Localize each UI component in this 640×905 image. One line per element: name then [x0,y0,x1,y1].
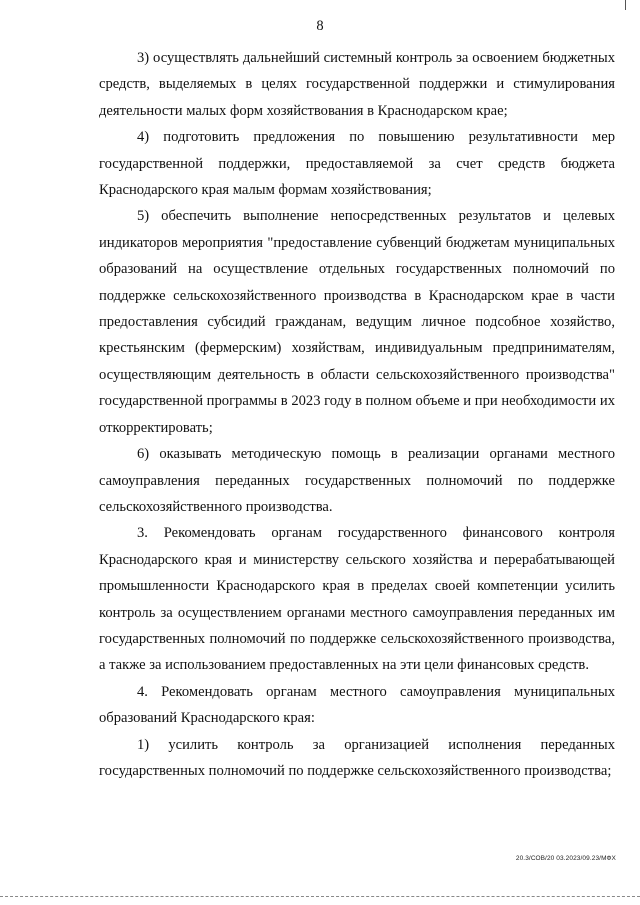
page-number: 8 [316,18,324,34]
document-body [99,45,615,784]
document-footer-code: 20.3/СОВ/20 03.2023/09.23/МФХ [515,855,616,862]
paragraph-item-4-proposals: 4) подготовить предложения по повышению результативности мер государственной поддержки, предоставляемой за счет средств бюджета Краснодарского края малым формам хозяйствования; [99,129,615,199]
paragraph-recommendation-3: 3. Рекомендовать органам государственного финансового контроля Краснодарского края и министерству сельского хозяйства и перерабатывающей промышленности Краснодарского края в пределах своей компетенции усилить контроль за осуществлением органами местного самоуправления переданных им государственных полномочий по поддержке сельскохозяйственного производства, а также за использованием предоставленных на эти цели финансовых средств. [99,525,615,674]
paragraph-recommendation-4: 4. Рекомендовать органам местного самоуправления муниципальных образований Краснодарского края: [99,683,615,727]
paragraph-item-6-methodical-help: 6) оказывать методическую помощь в реализации органами местного самоуправления переданных государственных полномочий по поддержке сельскохозяйственного производства. [99,446,615,515]
page-bottom-divider [0,896,640,897]
paragraph-subitem-1-control: 1) усилить контроль за организацией исполнения переданных государственных полномочий по поддержке сельскохозяйственного производства; [99,736,615,779]
scan-edge-mark [625,0,626,10]
paragraph-item-5-indicators: 5) обеспечить выполнение непосредственных результатов и целевых индикаторов мероприятия "предоставление субвенций бюджетам муниципальных образований на осуществление отдельных государственных полномочий по поддержке сельскохозяйственного производства в Краснодарском крае в части предоставления субсидий гражданам, ведущим личное подсобное хозяйство, крестьянским (фермерским) хозяйствам, индивидуальным предпринимателям, осуществляющим деятельность в области сельскохозяйственного производства" государственной программы в 2023 году в полном объеме и при необходимости их откорректировать; [99,208,615,436]
paragraph-item-3-budget-control: 3) осуществлять дальнейший системный контроль за освоением бюджетных средств, выделяемых в целях государственной поддержки и стимулирования деятельности малых форм хозяйствования в Краснодарском крае; [99,50,615,119]
